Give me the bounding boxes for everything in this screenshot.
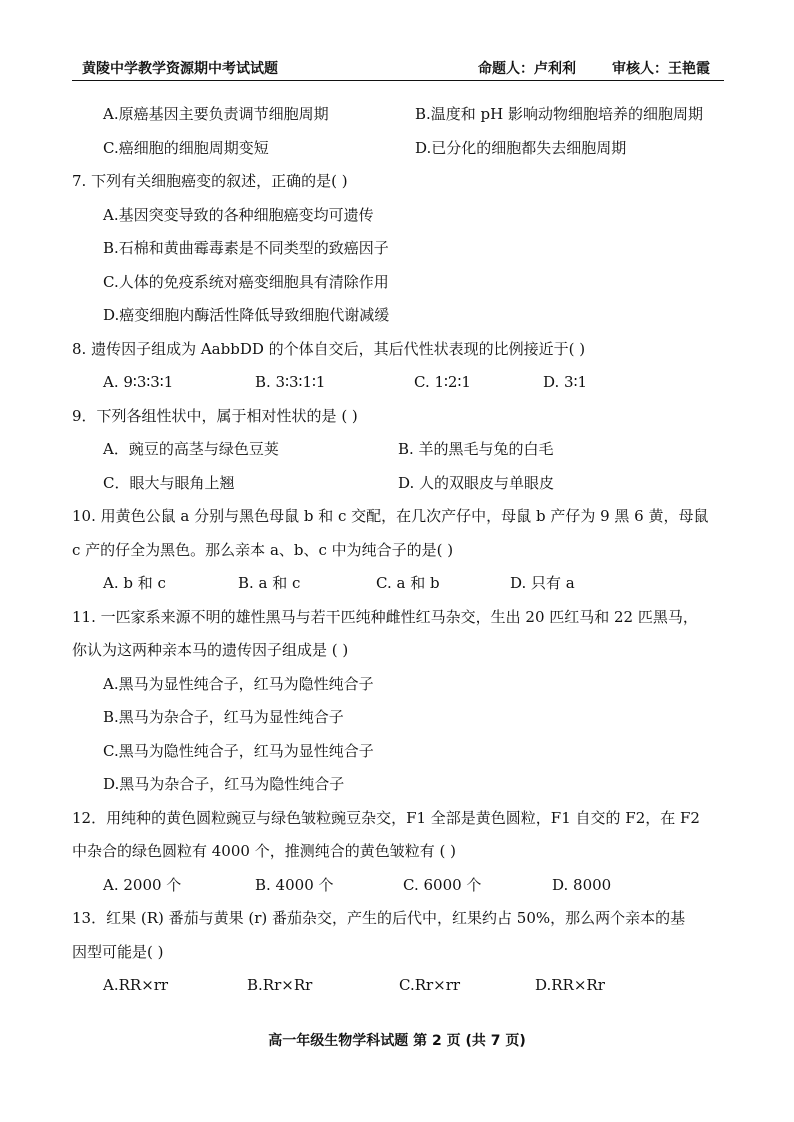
q13-option-d: D.RR×Rr <box>535 976 605 994</box>
q8-option-d: D. 3∶1 <box>543 373 588 391</box>
q12-stem-line-2: 中杂合的绿色圆粒有 4000 个，推测纯合的黄色皱粒有 ( ) <box>72 842 456 860</box>
q9-options-row-1 <box>72 433 724 467</box>
q12-option-d: D. 8000 <box>552 875 612 894</box>
q10-options-row <box>72 567 724 601</box>
q6-option-a: A.原癌基因主要负责调节细胞周期 <box>103 105 329 123</box>
q7-option-b: B.石棉和黄曲霉毒素是不同类型的致癌因子 <box>103 239 389 257</box>
q12-stem-line-1: 12．用纯种的黄色圆粒豌豆与绿色皱粒豌豆杂交，F1 全部是黄色圆粒，F1 自交的 F2，在 F2 <box>72 808 700 827</box>
q12-option-c: C. 6000 个 <box>403 875 482 894</box>
q13-option-a: A.RR×rr <box>103 976 169 994</box>
q8-stem: 8. 遗传因子组成为 AabbDD 的个体自交后，其后代性状表现的比例接近于( ) <box>72 339 586 358</box>
q12-option-b: B. 4000 个 <box>255 875 334 894</box>
q11-option-c: C.黑马为隐性纯合子，红马为显性纯合子 <box>103 741 374 760</box>
q6-option-b: B.温度和 pH 影响动物细胞培养的细胞周期 <box>415 105 704 123</box>
q6-options-row-1 <box>72 98 724 132</box>
q9-option-d: D. 人的双眼皮与单眼皮 <box>398 473 555 492</box>
q11-option-b: B.黑马为杂合子，红马为显性纯合子 <box>103 708 344 726</box>
q9-option-c: C．眼大与眼角上翘 <box>103 473 235 492</box>
q13-option-b: B.Rr×Rr <box>247 976 313 994</box>
q13-stem-line-1: 13．红果 (R) 番茄与黄果 (r) 番茄杂交，产生的后代中，红果约占 50%，那么两个亲本的基 <box>72 909 686 927</box>
q13-stem-line-2: 因型可能是( ) <box>72 942 164 961</box>
q10-option-d: D. 只有 a <box>510 574 575 592</box>
q13-option-c: C.Rr×rr <box>399 976 461 994</box>
page-footer: 高一年级生物学科试题 第 2 页 (共 7 页) <box>268 1033 526 1049</box>
q10-option-c: C. a 和 b <box>376 574 440 592</box>
q10-option-b: B. a 和 c <box>238 574 301 592</box>
school-title: 黄陵中学教学资源期中考试试题 <box>82 61 278 77</box>
q12-option-a: A. 2000 个 <box>103 875 182 894</box>
q6-option-c: C.癌细胞的细胞周期变短 <box>103 138 269 157</box>
q7-option-a: A.基因突变导致的各种细胞癌变均可遗传 <box>103 205 374 224</box>
q9-option-b: B. 羊的黑毛与兔的白毛 <box>398 440 554 458</box>
q11-stem-line-1: 11. 一匹家系来源不明的雄性黑马与若干匹纯种雌性红马杂交，生出 20 匹红马和 22 匹黑马， <box>72 607 698 626</box>
q11-stem-line-2: 你认为这两种亲本马的遗传因子组成是 ( ) <box>72 641 349 659</box>
q11-option-a: A.黑马为显性纯合子，红马为隐性纯合子 <box>103 674 374 693</box>
q9-stem: 9．下列各组性状中，属于相对性状的是 ( ) <box>72 406 358 425</box>
q11-option-d: D.黑马为杂合子，红马为隐性纯合子 <box>103 775 345 793</box>
q8-options-row <box>72 366 724 400</box>
q10-stem-line-2: c 产的仔全为黑色。那么亲本 a、b、c 中为纯合子的是( ) <box>72 540 454 559</box>
q6-option-d: D.已分化的细胞都失去细胞周期 <box>415 138 627 157</box>
q10-stem-line-1: 10. 用黄色公鼠 a 分别与黑色母鼠 b 和 c 交配，在几次产仔中，母鼠 b 产仔为 9 黑 6 黄，母鼠 <box>72 507 709 525</box>
q13-options-row <box>72 969 724 1003</box>
q7-option-d: D.癌变细胞内酶活性降低导致细胞代谢减缓 <box>103 306 390 324</box>
questions-body <box>72 98 724 1003</box>
q10-option-a: A. b 和 c <box>103 574 166 592</box>
q9-option-a: A．豌豆的高茎与绿色豆荚 <box>103 440 279 458</box>
q8-option-b: B. 3∶3∶1∶1 <box>255 373 326 391</box>
q9-options-row-2 <box>72 467 724 501</box>
author-label: 命题人：卢利利 <box>478 61 576 77</box>
reviewer-label: 审核人：王艳霞 <box>612 61 710 77</box>
q12-options-row <box>72 869 724 903</box>
q8-option-c: C. 1∶2∶1 <box>414 373 471 391</box>
q8-option-a: A. 9∶3∶3∶1 <box>103 373 174 391</box>
q7-option-c: C.人体的免疫系统对癌变细胞具有清除作用 <box>103 272 389 291</box>
q6-options-row-2 <box>72 132 724 166</box>
page-header <box>72 56 724 81</box>
q7-stem: 7. 下列有关细胞癌变的叙述，正确的是( ) <box>72 172 348 190</box>
